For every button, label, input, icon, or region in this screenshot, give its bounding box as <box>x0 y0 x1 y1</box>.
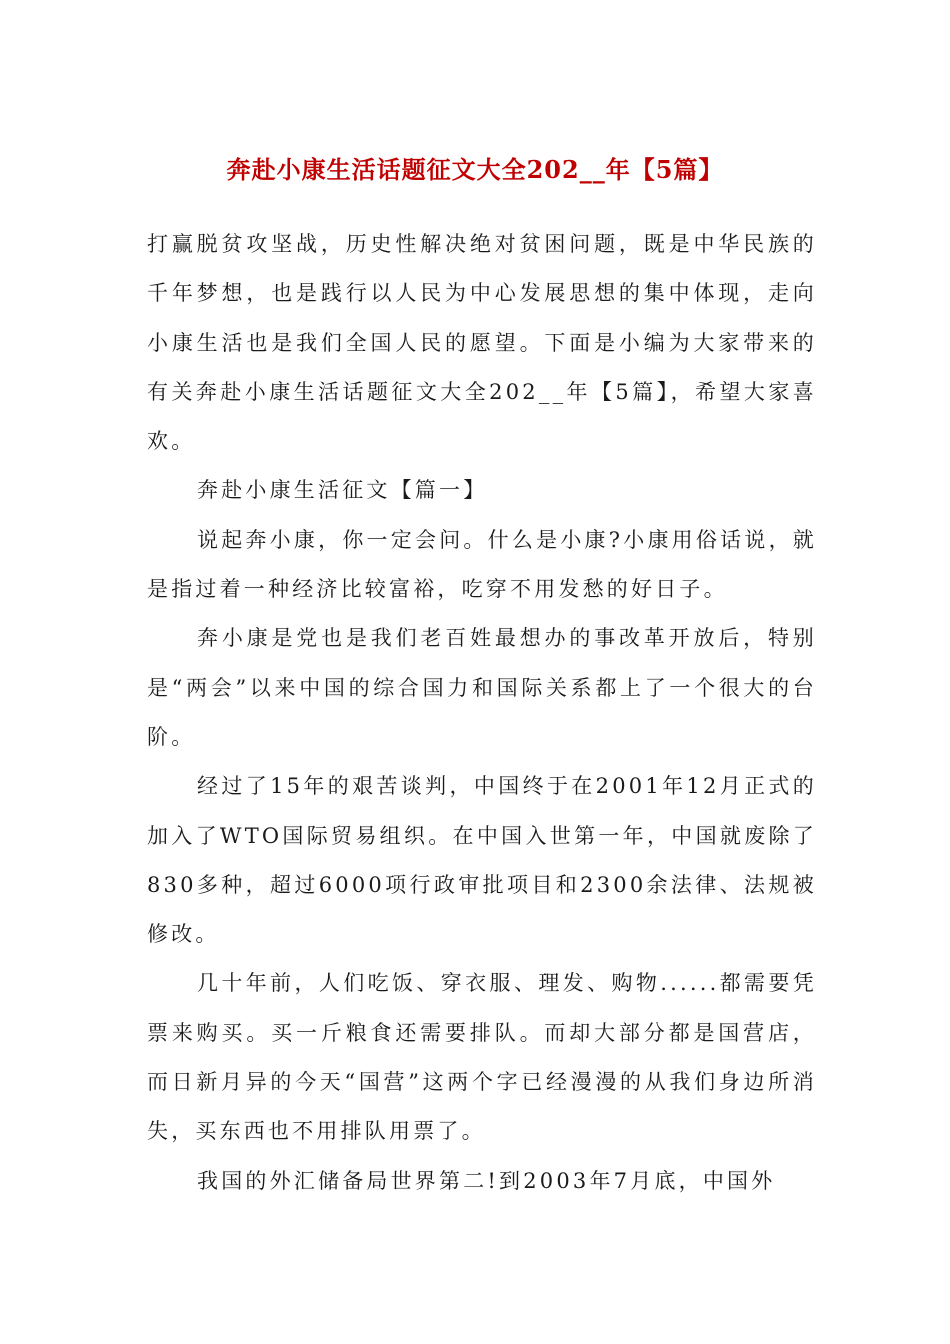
paragraph: 经过了15年的艰苦谈判，中国终于在2001年12月正式的加入了WTO国际贸易组织。在中国入世第一年，中国就废除了830多种，超过6000项行政审批项目和2300余法律、法规被修改。 <box>147 774 817 947</box>
paragraph-intro: 打赢脱贫攻坚战，历史性解决绝对贫困问题，既是中华民族的千年梦想，也是践行以人民为中心发展思想的集中体现，走向小康生活也是我们全国人民的愿望。下面是小编为大家带来的有关奔赴小康生活话题征文大全202__年【5篇】，希望大家喜欢。 <box>147 232 817 454</box>
document-title: 奔赴小康生活话题征文大全202__年【5篇】 <box>226 155 724 184</box>
paragraph: 奔小康是党也是我们老百姓最想办的事改革开放后，特别是“两会”以来中国的综合国力和国际关系都上了一个很大的台阶。 <box>147 626 817 749</box>
section-heading: 奔赴小康生活征文【篇一】 <box>197 478 488 503</box>
document-body <box>147 220 817 1206</box>
paragraph: 几十年前，人们吃饭、穿衣服、理发、购物......都需要凭票来购买。买一斤粮食还需要排队。而却大部分都是国营店，而日新月异的今天“国营”这两个字已经漫漫的从我们身边所消失，买东西也不用排队用票了。 <box>147 971 817 1144</box>
paragraph: 说起奔小康，你一定会问。什么是小康?小康用俗话说，就是指过着一种经济比较富裕，吃穿不用发愁的好日子。 <box>147 527 817 602</box>
paragraph: 我国的外汇储备局世界第二!到2003年7月底，中国外 <box>197 1168 776 1193</box>
